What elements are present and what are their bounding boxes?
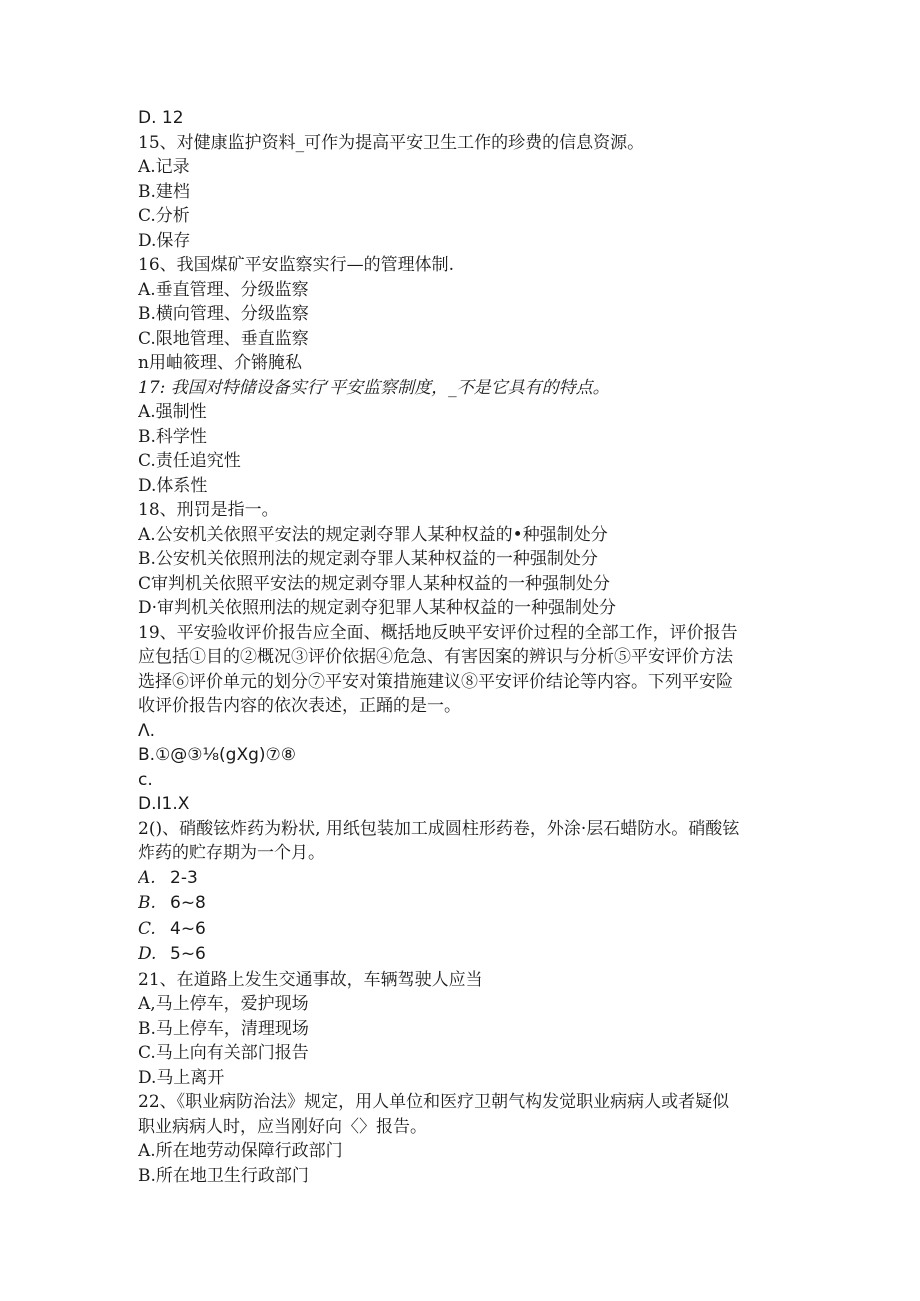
document-content xyxy=(138,106,798,1188)
option-b-q22: B.所在地卫生行政部门 xyxy=(138,1165,309,1186)
option-a-q19: Λ. xyxy=(138,720,156,741)
question-19-line-2: 应包括①目的②概况③评价依据④危急、有害因案的辨识与分析⑤平安评价方法 xyxy=(138,647,733,667)
question-15: 15、对健康监护资料_可作为提高平安卫生工作的珍费的信息资源。 xyxy=(138,132,645,153)
option-d-q19: D.I1.X xyxy=(138,794,190,814)
question-22-line-2: 职业病病人时，应当刚好向〈〉报告。 xyxy=(138,1116,427,1137)
option-b-q15: B.建档 xyxy=(138,181,190,202)
option-a-q21: A,马上停车，爱护现场 xyxy=(138,994,309,1014)
option-c-q18: C审判机关依照平安法的规定剥夺罪人某种权益的一种强制处分 xyxy=(138,573,611,594)
question-20-line-2: 炸药的贮存期为一个月。 xyxy=(138,843,325,863)
question-22-line-1: 22、《职业病防治法》规定，用人单位和医疗卫朝气构发觉职业病病人或者疑似 xyxy=(138,1092,730,1112)
option-d-q16: n用岫筱理、介锵腌私 xyxy=(138,353,302,373)
question-19-line-1: 19、平安验收评价报告应全面、概括地反映平安评价过程的全部工作，评价报告 xyxy=(138,622,738,643)
option-value: 5~6 xyxy=(170,944,206,964)
option-d-q17: D.体系性 xyxy=(138,475,208,496)
option-a-q18: A.公安机关依照平安法的规定剥夺罪人某种权益的•种强制处分 xyxy=(138,524,608,545)
option-a-q22: A.所在地劳动保障行政部门 xyxy=(138,1141,343,1161)
option-a-q17: A.强制性 xyxy=(138,402,207,422)
option-letter: B. xyxy=(138,893,156,913)
option-letter: D. xyxy=(138,944,157,964)
question-17: 17: 我国对特储设备实行‘平安监察制度，_不是它具有的特点。 xyxy=(138,377,610,398)
question-19-line-4: 收评价报告内容的依次表述，正踊的是一。 xyxy=(138,696,461,716)
option-c-q17: C.责任追究性 xyxy=(138,451,241,471)
option-b-q16: B.横向管理、分级监察 xyxy=(138,304,309,324)
option-a-q20 xyxy=(138,866,798,892)
option-d-q18: D·审判机关依照刑法的规定剥夺犯罪人某种权益的一种强制处分 xyxy=(138,598,617,618)
option-a-q15: A.记录 xyxy=(138,157,190,177)
option-d-q20 xyxy=(138,942,798,968)
option-d-q14: D. 12 xyxy=(138,108,184,128)
option-b-q19: B.①@③⅛(gXg)⑦⑧ xyxy=(138,745,296,765)
option-value: 4~6 xyxy=(170,918,206,939)
option-c-q19: c. xyxy=(138,769,153,790)
option-a-q16: A.垂直管理、分级监察 xyxy=(138,279,309,300)
option-value: 6~8 xyxy=(170,893,206,913)
option-b-q21: B.马上停车，清理现场 xyxy=(138,1018,309,1039)
option-c-q16: C.限地管理、垂直监察 xyxy=(138,328,309,349)
question-20-line-1: 2()、硝酸铉炸药为粉状, 用纸包装加工成圆柱形药卷，外涂·层石蜡防水。硝酸铉 xyxy=(138,818,740,839)
option-d-q15: D.保存 xyxy=(138,230,191,251)
question-19-line-3: 选择⑥评价单元的划分⑦平安对策措施建议⑧平安评价结论等内容。下列平安险 xyxy=(138,671,733,692)
option-c-q21: C.马上向有关部门报告 xyxy=(138,1043,309,1063)
question-16: 16、我国煤矿平安监察实行—的管理体制. xyxy=(138,255,455,275)
option-c-q15: C.分析 xyxy=(138,206,190,226)
option-d-q21: D.马上离开 xyxy=(138,1067,225,1088)
option-b-q18: B.公安机关依照刑法的规定剥夺罪人某种权益的一种强制处分 xyxy=(138,549,598,569)
option-b-q17: B.科学性 xyxy=(138,426,207,447)
question-21: 21、在道路上发生交通事故，车辆驾驶人应当 xyxy=(138,969,483,990)
option-b-q20 xyxy=(138,891,798,917)
question-18: 18、刑罚是指一。 xyxy=(138,500,279,520)
option-c-q20 xyxy=(138,917,798,943)
option-letter: A. xyxy=(138,867,156,888)
option-letter: C. xyxy=(138,918,156,939)
option-value: 2-3 xyxy=(170,867,198,888)
